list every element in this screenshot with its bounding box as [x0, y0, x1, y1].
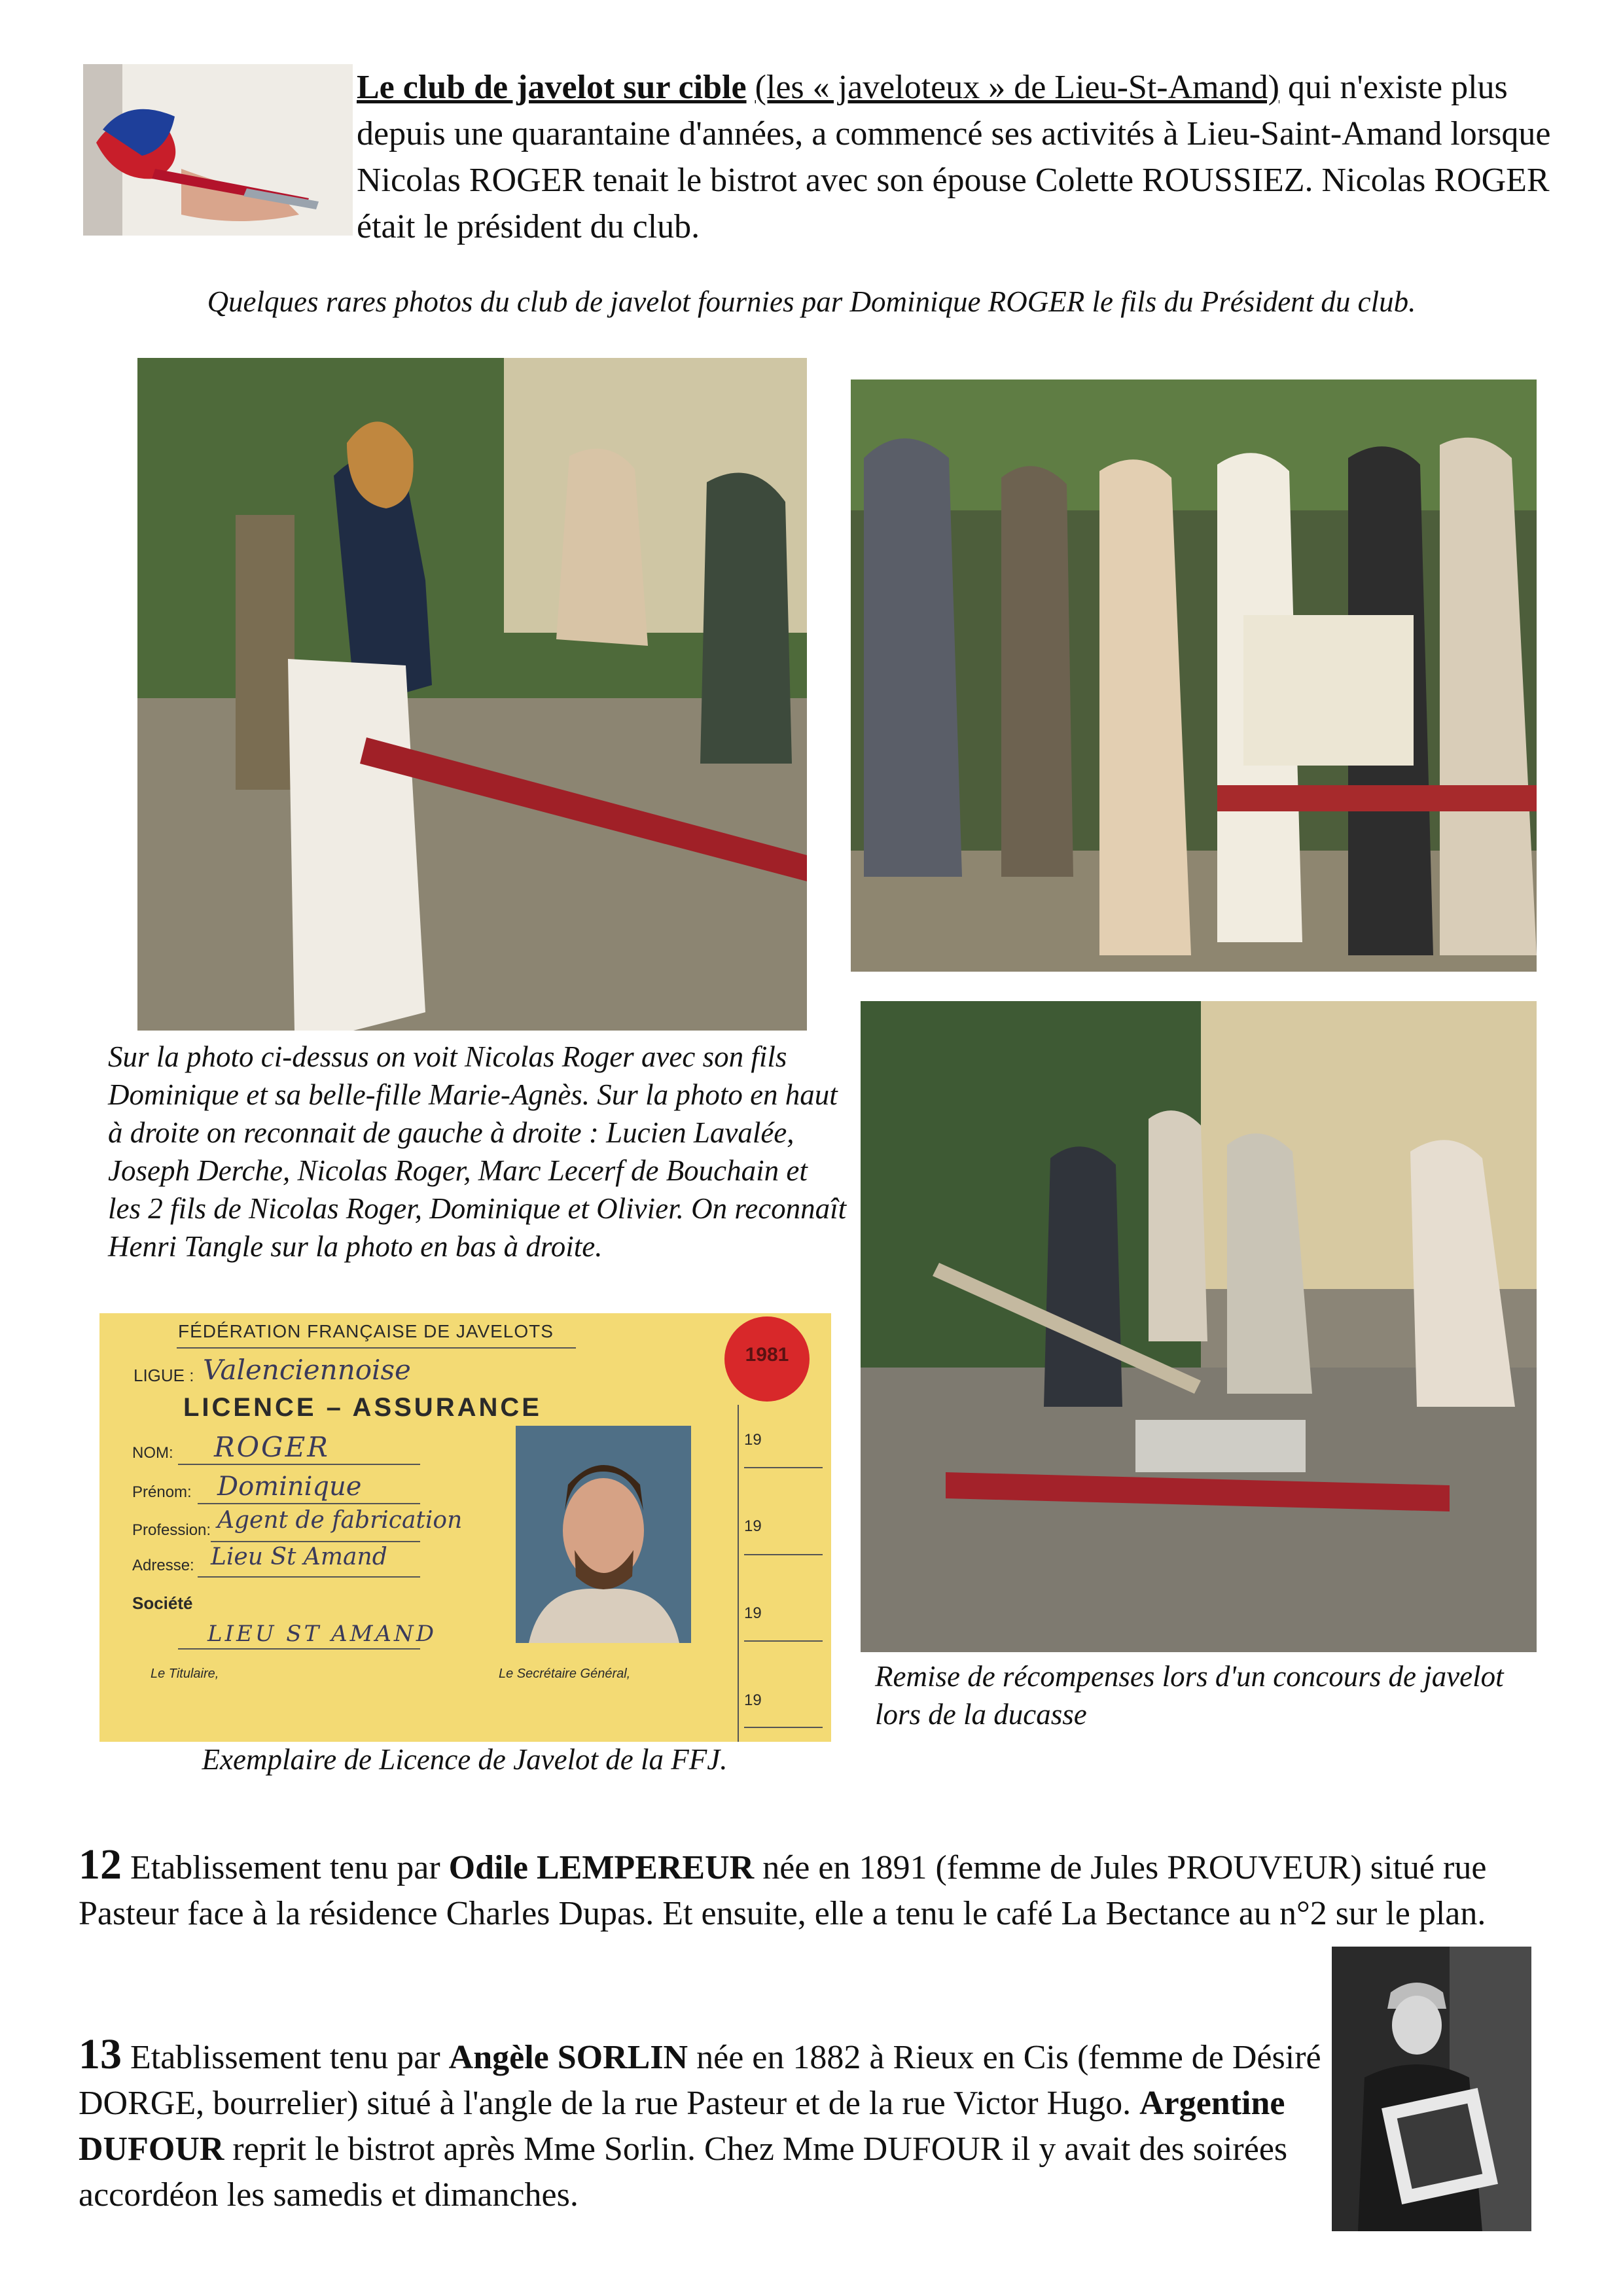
licence-nom-value: ROGER — [214, 1431, 330, 1463]
entry-number: 13 — [79, 2030, 122, 2078]
licence-prenom-label: Prénom: — [132, 1483, 192, 1501]
licence-ligue-label: LIGUE : — [134, 1366, 194, 1385]
entry-successor-name: Argentine DUFOUR — [79, 2085, 1285, 2168]
licence-portrait-photo — [516, 1426, 691, 1643]
licence-profession-label: Profession: — [132, 1521, 211, 1539]
photo-club-table — [137, 358, 807, 1031]
entry-number: 12 — [79, 1841, 122, 1888]
caption-licence: Exemplaire de Licence de Javelot de la FFJ. — [202, 1743, 728, 1776]
caption-right: Remise de récompenses lors d'un concours de javelot lors de la ducasse — [875, 1660, 1504, 1731]
photo-prize-giving — [861, 1001, 1537, 1652]
entry-text-mid: née en 1882 à Rieux en Cis (femme de Désiré DORGE, bourrelier) situé à l'angle de la rue Pasteur et de la rue Victor Hugo. — [79, 2039, 1321, 2122]
entry-text-post: née en 1891 (femme de Jules PROUVEUR) situé rue Pasteur face à la résidence Charles Dupas. Et ensuite, elle a tenu le café La Bectance au n°2 sur le plan. — [79, 1849, 1487, 1932]
year-mark-1: 19 — [744, 1431, 762, 1449]
entry-text-pre: Etablissement tenu par — [122, 1849, 449, 1886]
year-mark-3: 19 — [744, 1604, 762, 1622]
entry-12 — [79, 1842, 1544, 1937]
javelin-photo — [83, 64, 353, 236]
federation-stamp — [724, 1316, 810, 1402]
licence-federation: FÉDÉRATION FRANÇAISE DE JAVELOTS — [178, 1321, 554, 1341]
stamp-year: 1981 — [745, 1344, 789, 1366]
photos-subtitle: Quelques rares photos du club de javelot fournies par Dominique ROGER le fils du Président du club. — [207, 285, 1416, 318]
licence-card — [99, 1313, 831, 1742]
year-mark-2: 19 — [744, 1517, 762, 1535]
licence-societe-label: Société — [132, 1593, 193, 1613]
licence-adresse-value: Lieu St Amand — [211, 1544, 387, 1570]
licence-secretaire-label: Le Secrétaire Général, — [499, 1667, 631, 1681]
entry-text-post: reprit le bistrot après Mme Sorlin. Chez Mme DUFOUR il y avait des soirées accordéon les samedis et dimanches. — [79, 2130, 1288, 2214]
licence-ligue-value: Valenciennoise — [203, 1354, 411, 1386]
licence-profession-value: Agent de fabrication — [217, 1507, 463, 1534]
year-mark-4: 19 — [744, 1691, 762, 1709]
licence-adresse-label: Adresse: — [132, 1557, 194, 1574]
entry-owner-name: Angèle SORLIN — [448, 2039, 688, 2076]
entry-13 — [79, 2032, 1335, 2218]
licence-nom-label: NOM: — [132, 1444, 173, 1462]
licence-societe-value: LIEU ST AMAND — [207, 1621, 437, 1647]
licence-titulaire-label: Le Titulaire, — [151, 1667, 219, 1681]
licence-prenom-value: Dominique — [217, 1472, 362, 1502]
entry-owner-name: Odile LEMPEREUR — [448, 1849, 755, 1886]
intro-paragraph — [357, 64, 1574, 250]
intro-title: Le club de javelot sur cible — [357, 69, 747, 106]
entry-text-pre: Etablissement tenu par — [122, 2039, 449, 2076]
intro-text: qui n'existe plus depuis une quarantaine d'années, a commencé ses activités à Lieu-Saint-Amand lorsque Nicolas ROGER tenait le bistrot avec son épouse Colette ROUSSIEZ. Nicolas ROGER était le président du club. — [357, 69, 1551, 245]
licence-heading: LICENCE – ASSURANCE — [183, 1393, 542, 1422]
photo-group-trophies — [851, 380, 1537, 972]
caption-left: Sur la photo ci-dessus on voit Nicolas Roger avec son fils Dominique et sa belle-fille Marie-Agnès. Sur la photo en haut à droite on reconnait de gauche à droite : Lucien Lavalée, Joseph Derche, Nicolas Roger, Marc Lecerf de Bouchain et les 2 fils de Nicolas Roger, Dominique et Olivier. On reconnaît Henri Tangle sur la photo en bas à droite. — [108, 1040, 847, 1263]
intro-parenthetical: (les « javeloteux » de Lieu-St-Amand) — [755, 69, 1279, 106]
accordion-player-photo — [1332, 1947, 1531, 2231]
